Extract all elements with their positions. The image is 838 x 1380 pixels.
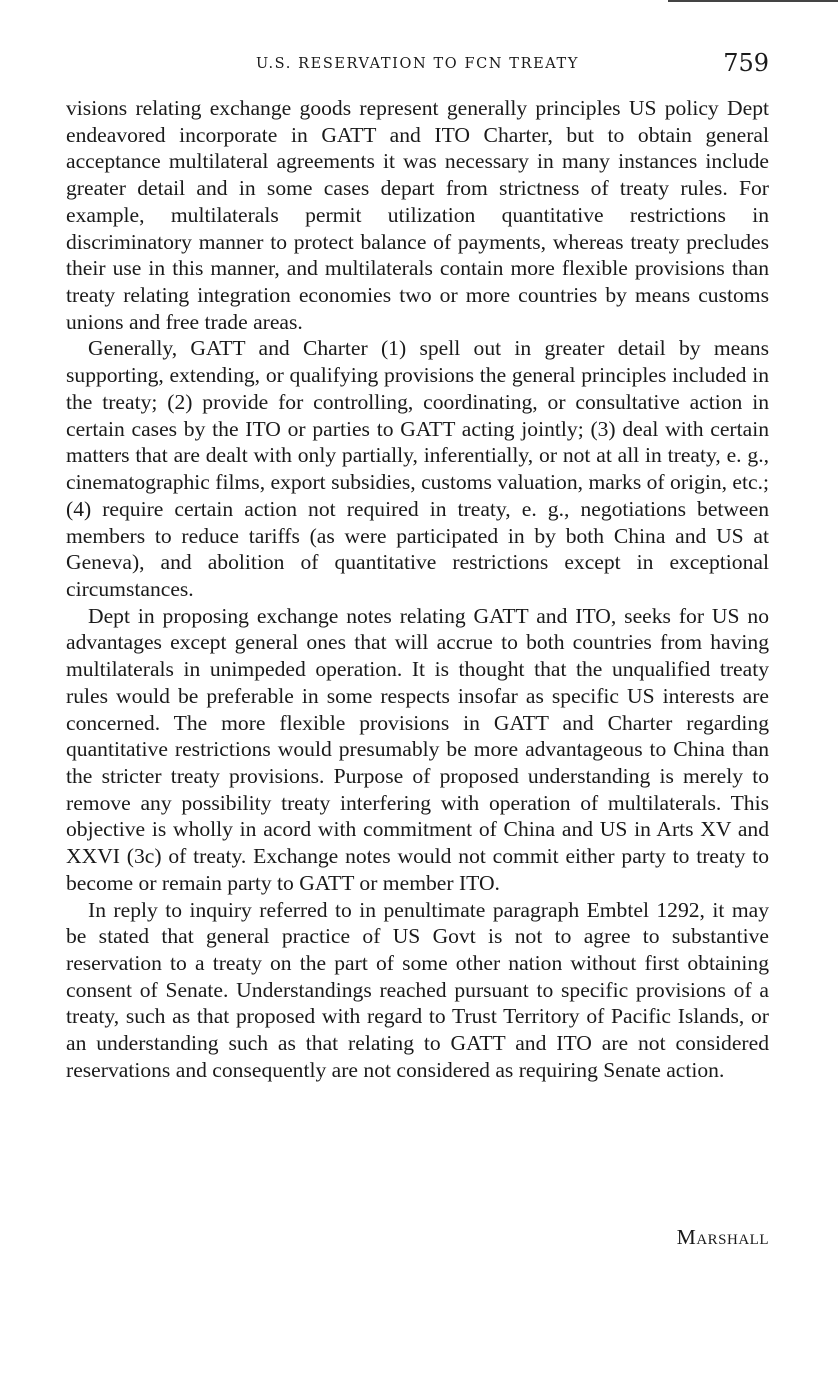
- document-body: [66, 95, 769, 1084]
- top-edge-rule: [668, 0, 838, 2]
- paragraph-reply-inquiry: In reply to inquiry referred to in penultimate paragraph Embtel 1292, it may be stated that general practice of US Govt is not to agree to substantive reservation to a treaty on the part of some other nation without first obtaining consent of Senate. Understandings reached pursuant to specific provisions of a treaty, such as that proposed with regard to Trust Territory of Pacific Islands, or an understanding such as that relating to GATT and ITO are not considered reservations and consequently are not considered as requiring Senate action.: [66, 897, 769, 1082]
- page-header: [66, 48, 769, 84]
- paragraph-gatt-charter: Generally, GATT and Charter (1) spell out in greater detail by means supporting, extending, or qualifying provisions the general principles included in the treaty; (2) provide for controlling, coordinating, or consultative action in certain cases by the ITO or parties to GATT acting jointly; (3) deal with certain matters that are dealt with only partially, inferentially, or not at all in treaty, e. g., cinematographic films, export subsidies, customs valuation, marks of origin, etc.; (4) require certain action not required in treaty, e. g., negotiations between members to reduce tariffs (as were participated in by both China and US at Geneva), and abolition of quantitative restrictions except in exceptional circumstances.: [66, 336, 769, 601]
- paragraph-continued: visions relating exchange goods represent generally principles US policy Dept endeavored incorporate in GATT and ITO Charter, but to obtain general acceptance multilateral agreements it was necessary in many instances include greater detail and in some cases depart from strictness of treaty rules. For example, multilaterals permit utilization quantitative restrictions in discriminatory manner to protect balance of payments, whereas treaty precludes their use in this manner, and multilaterals contain more flexible provisions than treaty relating integration economies two or more countries by means customs unions and free trade areas.: [66, 96, 769, 334]
- running-title: U.S. RESERVATION TO FCN TREATY: [255, 56, 580, 72]
- paragraph-dept-proposal: Dept in proposing exchange notes relating GATT and ITO, seeks for US no advantages except general ones that will accrue to both countries from having multilaterals in unimpeded operation. It is thought that the unqualified treaty rules would be preferable in some respects insofar as specific US interests are concerned. The more flexible provisions in GATT and Charter regarding quantitative restrictions would presumably be more advantageous to China than the stricter treaty provisions. Purpose of proposed understanding is merely to remove any possibility treaty interfering with operation of multilaterals. This objective is wholly in acord with commitment of China and US in Arts XV and XXVI (3c) of treaty. Exchange notes would not commit either party to treaty to become or remain party to GATT or member ITO.: [66, 603, 769, 895]
- signature: Marshall: [676, 1225, 769, 1249]
- page-number: 759: [723, 49, 769, 77]
